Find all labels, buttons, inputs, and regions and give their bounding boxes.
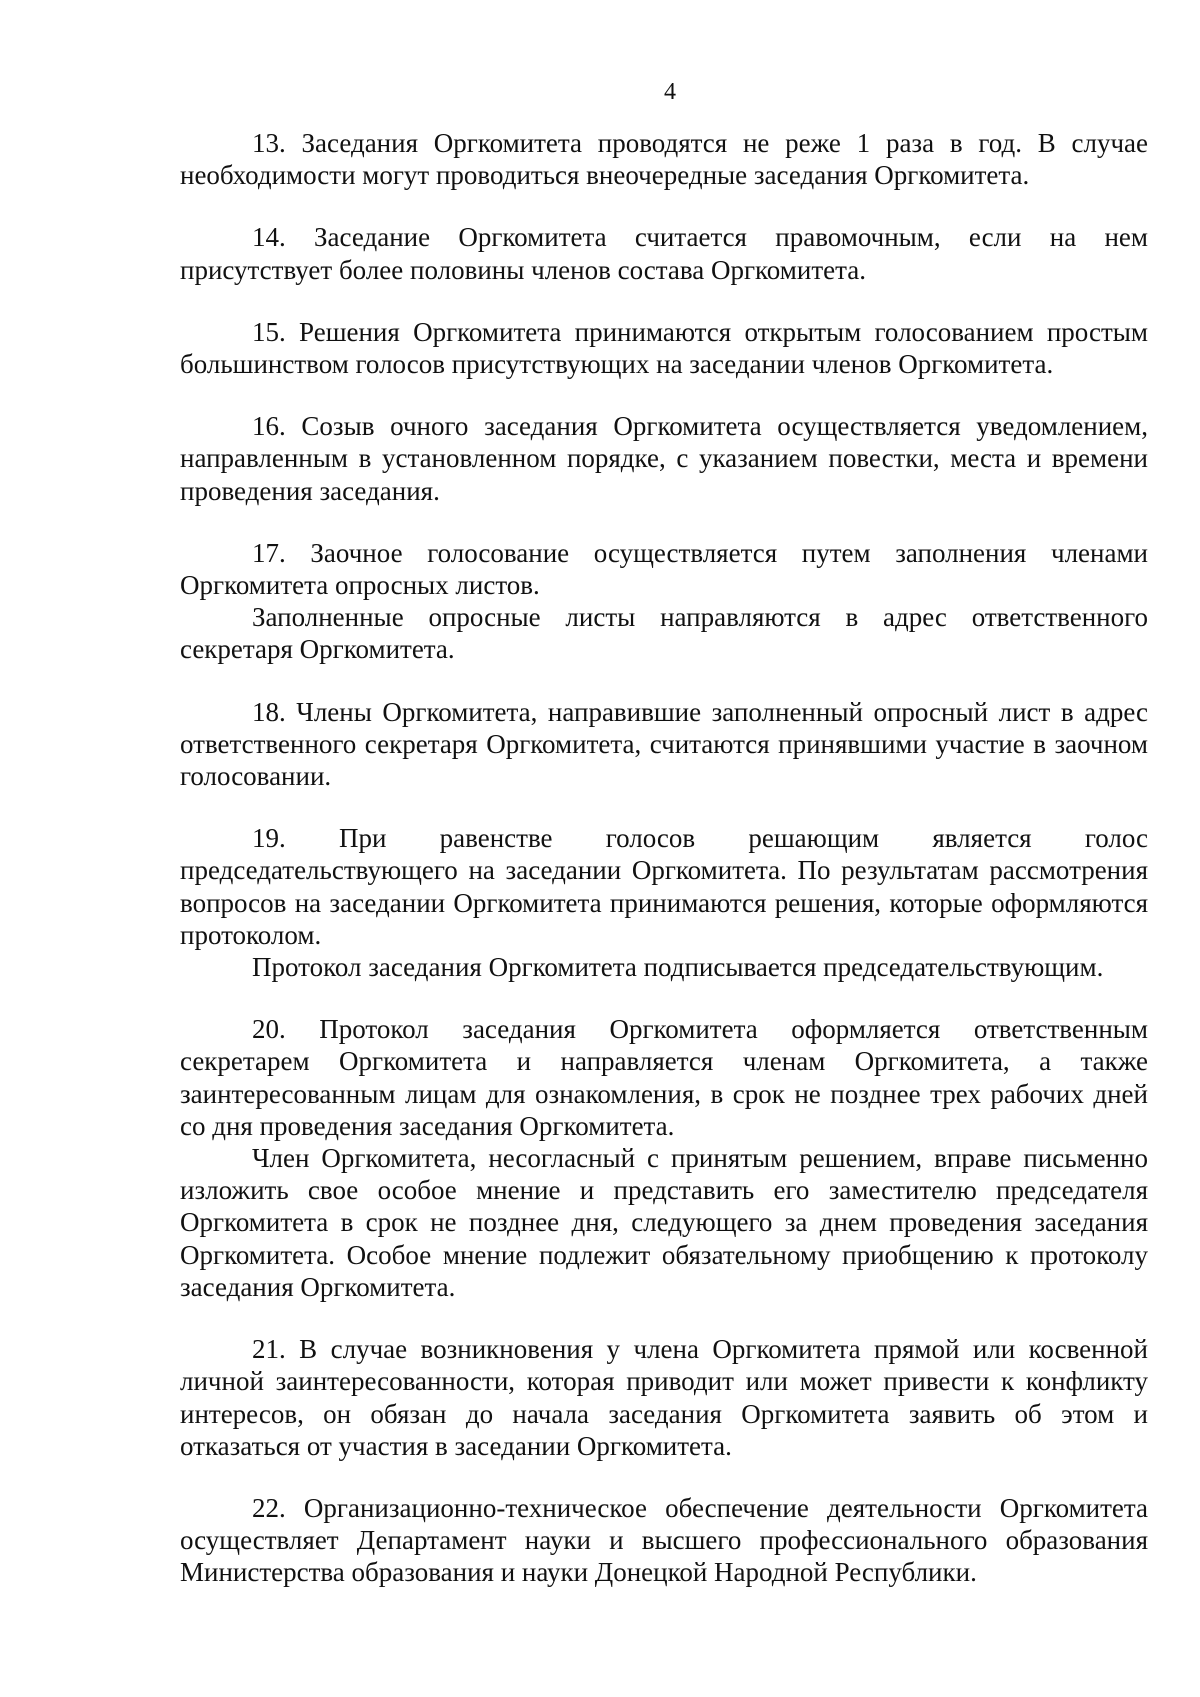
document-body [180, 127, 1148, 1589]
page-number: 4 [664, 79, 676, 105]
paragraph-19: 19. При равенстве голосов решающим является голос председательствующего на заседании Оргкомитета. По результатам рассмотрения вопросов на заседании Оргкомитета принимаются решения, которые оформляются протоколом. [180, 823, 1148, 950]
paragraph-20-continuation: Член Оргкомитета, несогласный с принятым решением, вправе письменно изложить свое особое мнение и представить его заместителю председателя Оргкомитета в срок не позднее дня, следующего за днем проведения заседания Оргкомитета. Особое мнение подлежит обязательному приобщению к протоколу заседания Оргкомитета. [180, 1143, 1148, 1302]
paragraph-14: 14. Заседание Оргкомитета считается правомочным, если на нем присутствует более половины членов состава Оргкомитета. [180, 222, 1148, 285]
paragraph-21: 21. В случае возникновения у члена Оргкомитета прямой или косвенной личной заинтересованности, которая приводит или может привести к конфликту интересов, он обязан до начала заседания Оргкомитета заявить об этом и отказаться от участия в заседании Оргкомитета. [180, 1334, 1148, 1461]
paragraph-18: 18. Члены Оргкомитета, направившие заполненный опросный лист в адрес ответственного секретаря Оргкомитета, считаются принявшими участие в заочном голосовании. [180, 696, 1148, 792]
paragraph-16: 16. Созыв очного заседания Оргкомитета осуществляется уведомлением, направленным в установленном порядке, с указанием повестки, места и времени проведения заседания. [180, 411, 1148, 506]
paragraph-17-continuation: Заполненные опросные листы направляются в адрес ответственного секретаря Оргкомитета. [180, 602, 1148, 665]
paragraph-17: 17. Заочное голосование осуществляется путем заполнения членами Оргкомитета опросных листов. [180, 537, 1148, 601]
paragraph-19-continuation: Протокол заседания Оргкомитета подписывается председательствующим. [252, 952, 1104, 983]
paragraph-13: 13. Заседания Оргкомитета проводятся не реже 1 раза в год. В случае необходимости могут проводиться внеочередные заседания Оргкомитета. [180, 128, 1148, 191]
paragraph-22: 22. Организационно-техническое обеспечение деятельности Оргкомитета осуществляет Департамент науки и высшего профессионального образования Министерства образования и науки Донецкой Народной Республики. [180, 1492, 1148, 1588]
paragraph-15: 15. Решения Оргкомитета принимаются открытым голосованием простым большинством голосов присутствующих на заседании членов Оргкомитета. [180, 316, 1148, 380]
paragraph-20: 20. Протокол заседания Оргкомитета оформляется ответственным секретарем Оргкомитета и направляется членам Оргкомитета, а также заинтересованным лицам для ознакомления, в срок не позднее трех рабочих дней со дня проведения заседания Оргкомитета. [180, 1014, 1148, 1141]
